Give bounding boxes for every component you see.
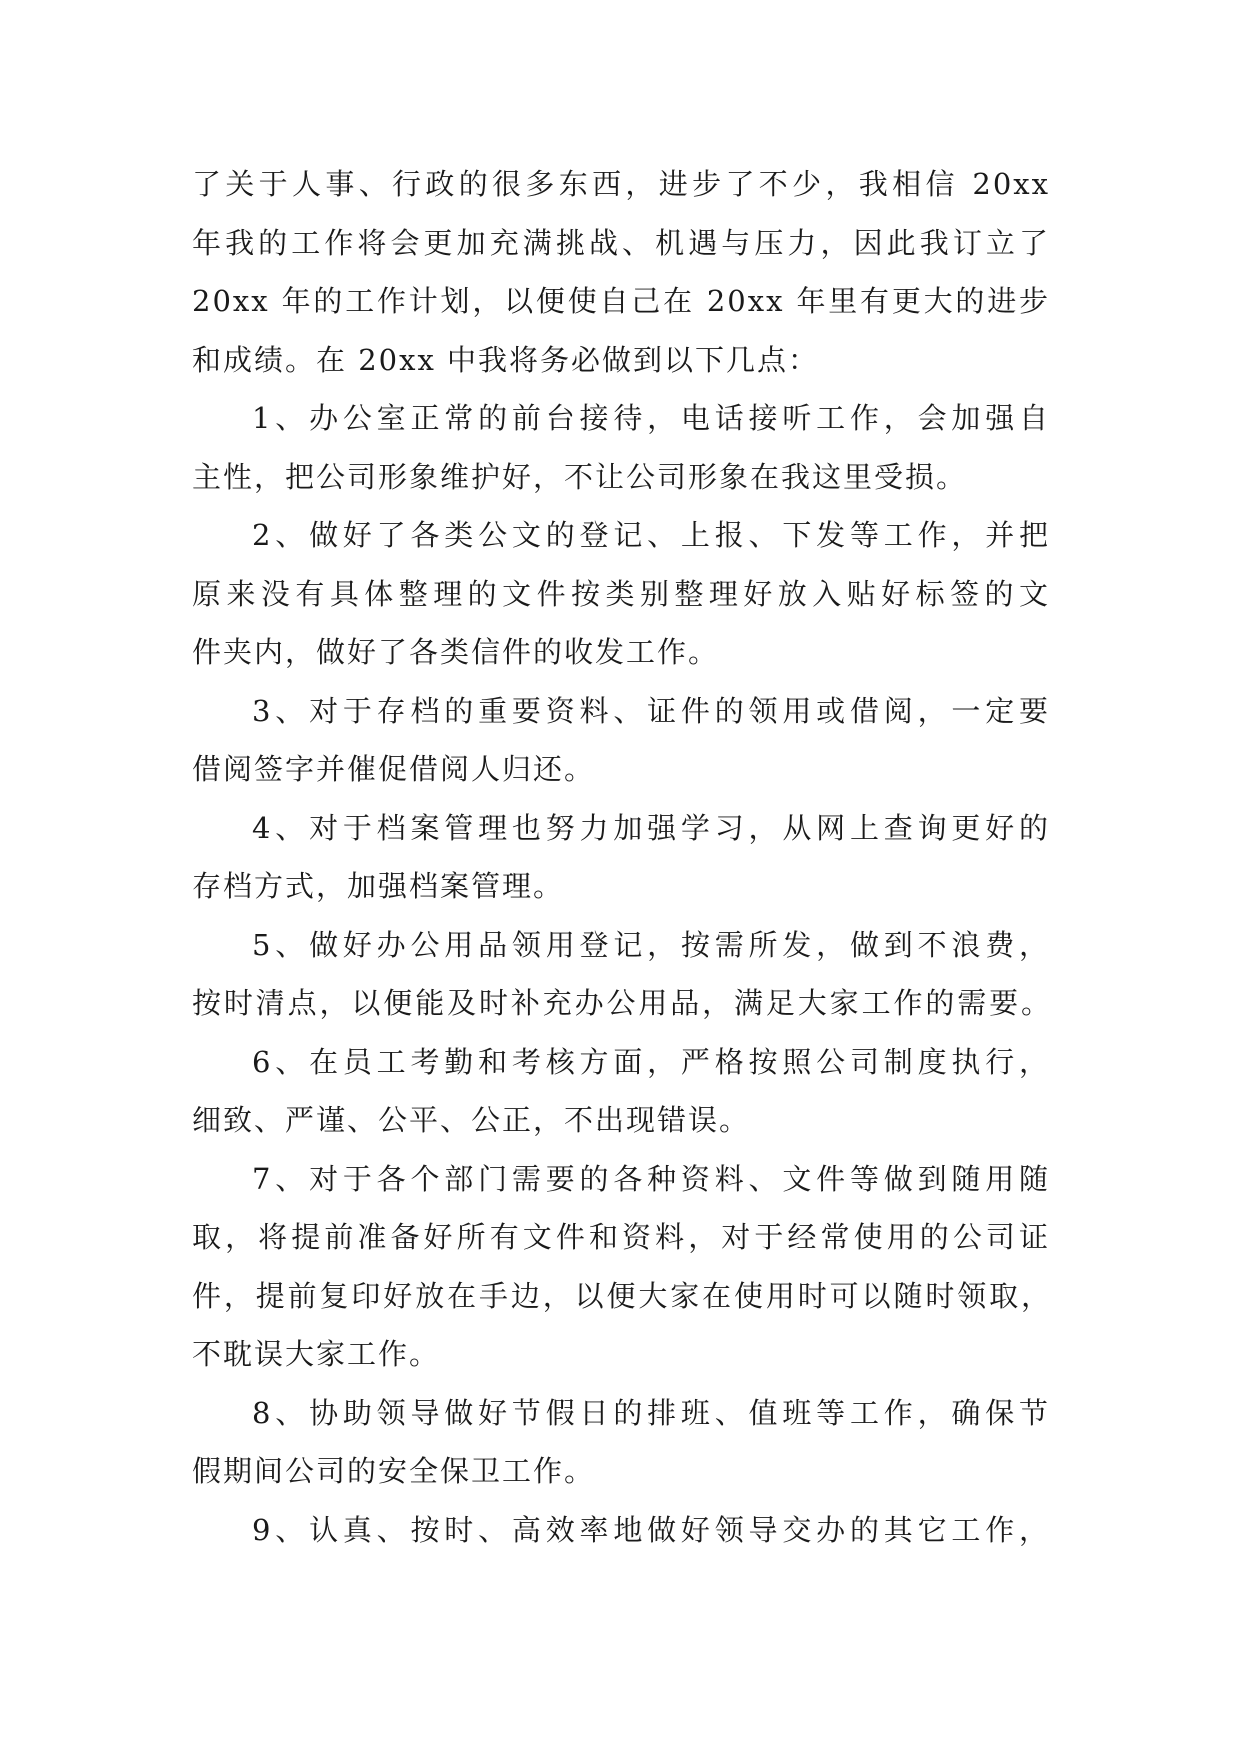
text-line: 20xx 年的工作计划，以便使自己在 20xx 年里有更大的进步 [192, 284, 1050, 318]
text-line: 件夹内，做好了各类信件的收发工作。 [192, 635, 720, 669]
text-line: 不耽误大家工作。 [192, 1337, 441, 1371]
text-line: 3、对于存档的重要资料、证件的领用或借阅，一定要 [252, 693, 1050, 728]
text-line: 4、对于档案管理也努力加强学习，从网上查询更好的 [252, 810, 1050, 845]
text-line: 和成绩。在 20xx 中我将务必做到以下几点： [192, 342, 820, 377]
document-body [192, 155, 1050, 1559]
paragraph-item-6 [192, 1033, 1050, 1150]
paragraph-item-2 [192, 506, 1050, 682]
text-line: 取，将提前准备好所有文件和资料，对于经常使用的公司证 [192, 1220, 1050, 1254]
paragraph-item-7 [192, 1150, 1050, 1384]
paragraph-item-8 [192, 1384, 1050, 1501]
text-line: 6、在员工考勤和考核方面，严格按照公司制度执行， [252, 1044, 1050, 1079]
paragraph-intro [192, 155, 1050, 389]
text-line: 细致、严谨、公平、公正，不出现错误。 [192, 1103, 751, 1137]
text-line: 2、做好了各类公文的登记、上报、下发等工作，并把 [252, 518, 1050, 552]
text-line: 年我的工作将会更加充满挑战、机遇与压力，因此我订立了 [192, 225, 1050, 260]
paragraph-item-1 [192, 389, 1050, 506]
paragraph-item-3 [192, 682, 1050, 799]
paragraph-item-5 [192, 916, 1050, 1033]
text-line: 原来没有具体整理的文件按类别整理好放入贴好标签的文 [192, 576, 1050, 611]
text-line: 9、认真、按时、高效率地做好领导交办的其它工作， [252, 1512, 1050, 1547]
text-line: 按时清点，以便能及时补充办公用品，满足大家工作的需要。 [192, 986, 1050, 1020]
text-line: 1、办公室正常的前台接待，电话接听工作，会加强自 [252, 401, 1050, 435]
text-line: 8、协助领导做好节假日的排班、值班等工作，确保节 [252, 1395, 1050, 1430]
text-line: 了关于人事、行政的很多东西，进步了不少，我相信 20xx [192, 167, 1050, 201]
text-line: 主性，把公司形象维护好，不让公司形象在我这里受损。 [192, 459, 968, 494]
text-line: 5、做好办公用品领用登记，按需所发，做到不浪费， [252, 927, 1050, 962]
text-line: 假期间公司的安全保卫工作。 [192, 1454, 596, 1488]
text-line: 存档方式，加强档案管理。 [192, 869, 565, 903]
text-line: 7、对于各个部门需要的各种资料、文件等做到随用随 [252, 1161, 1050, 1196]
paragraph-item-4 [192, 799, 1050, 916]
paragraph-item-9 [192, 1501, 1050, 1560]
text-line: 件，提前复印好放在手边，以便大家在使用时可以随时领取， [192, 1278, 1050, 1313]
text-line: 借阅签字并催促借阅人归还。 [192, 752, 596, 786]
